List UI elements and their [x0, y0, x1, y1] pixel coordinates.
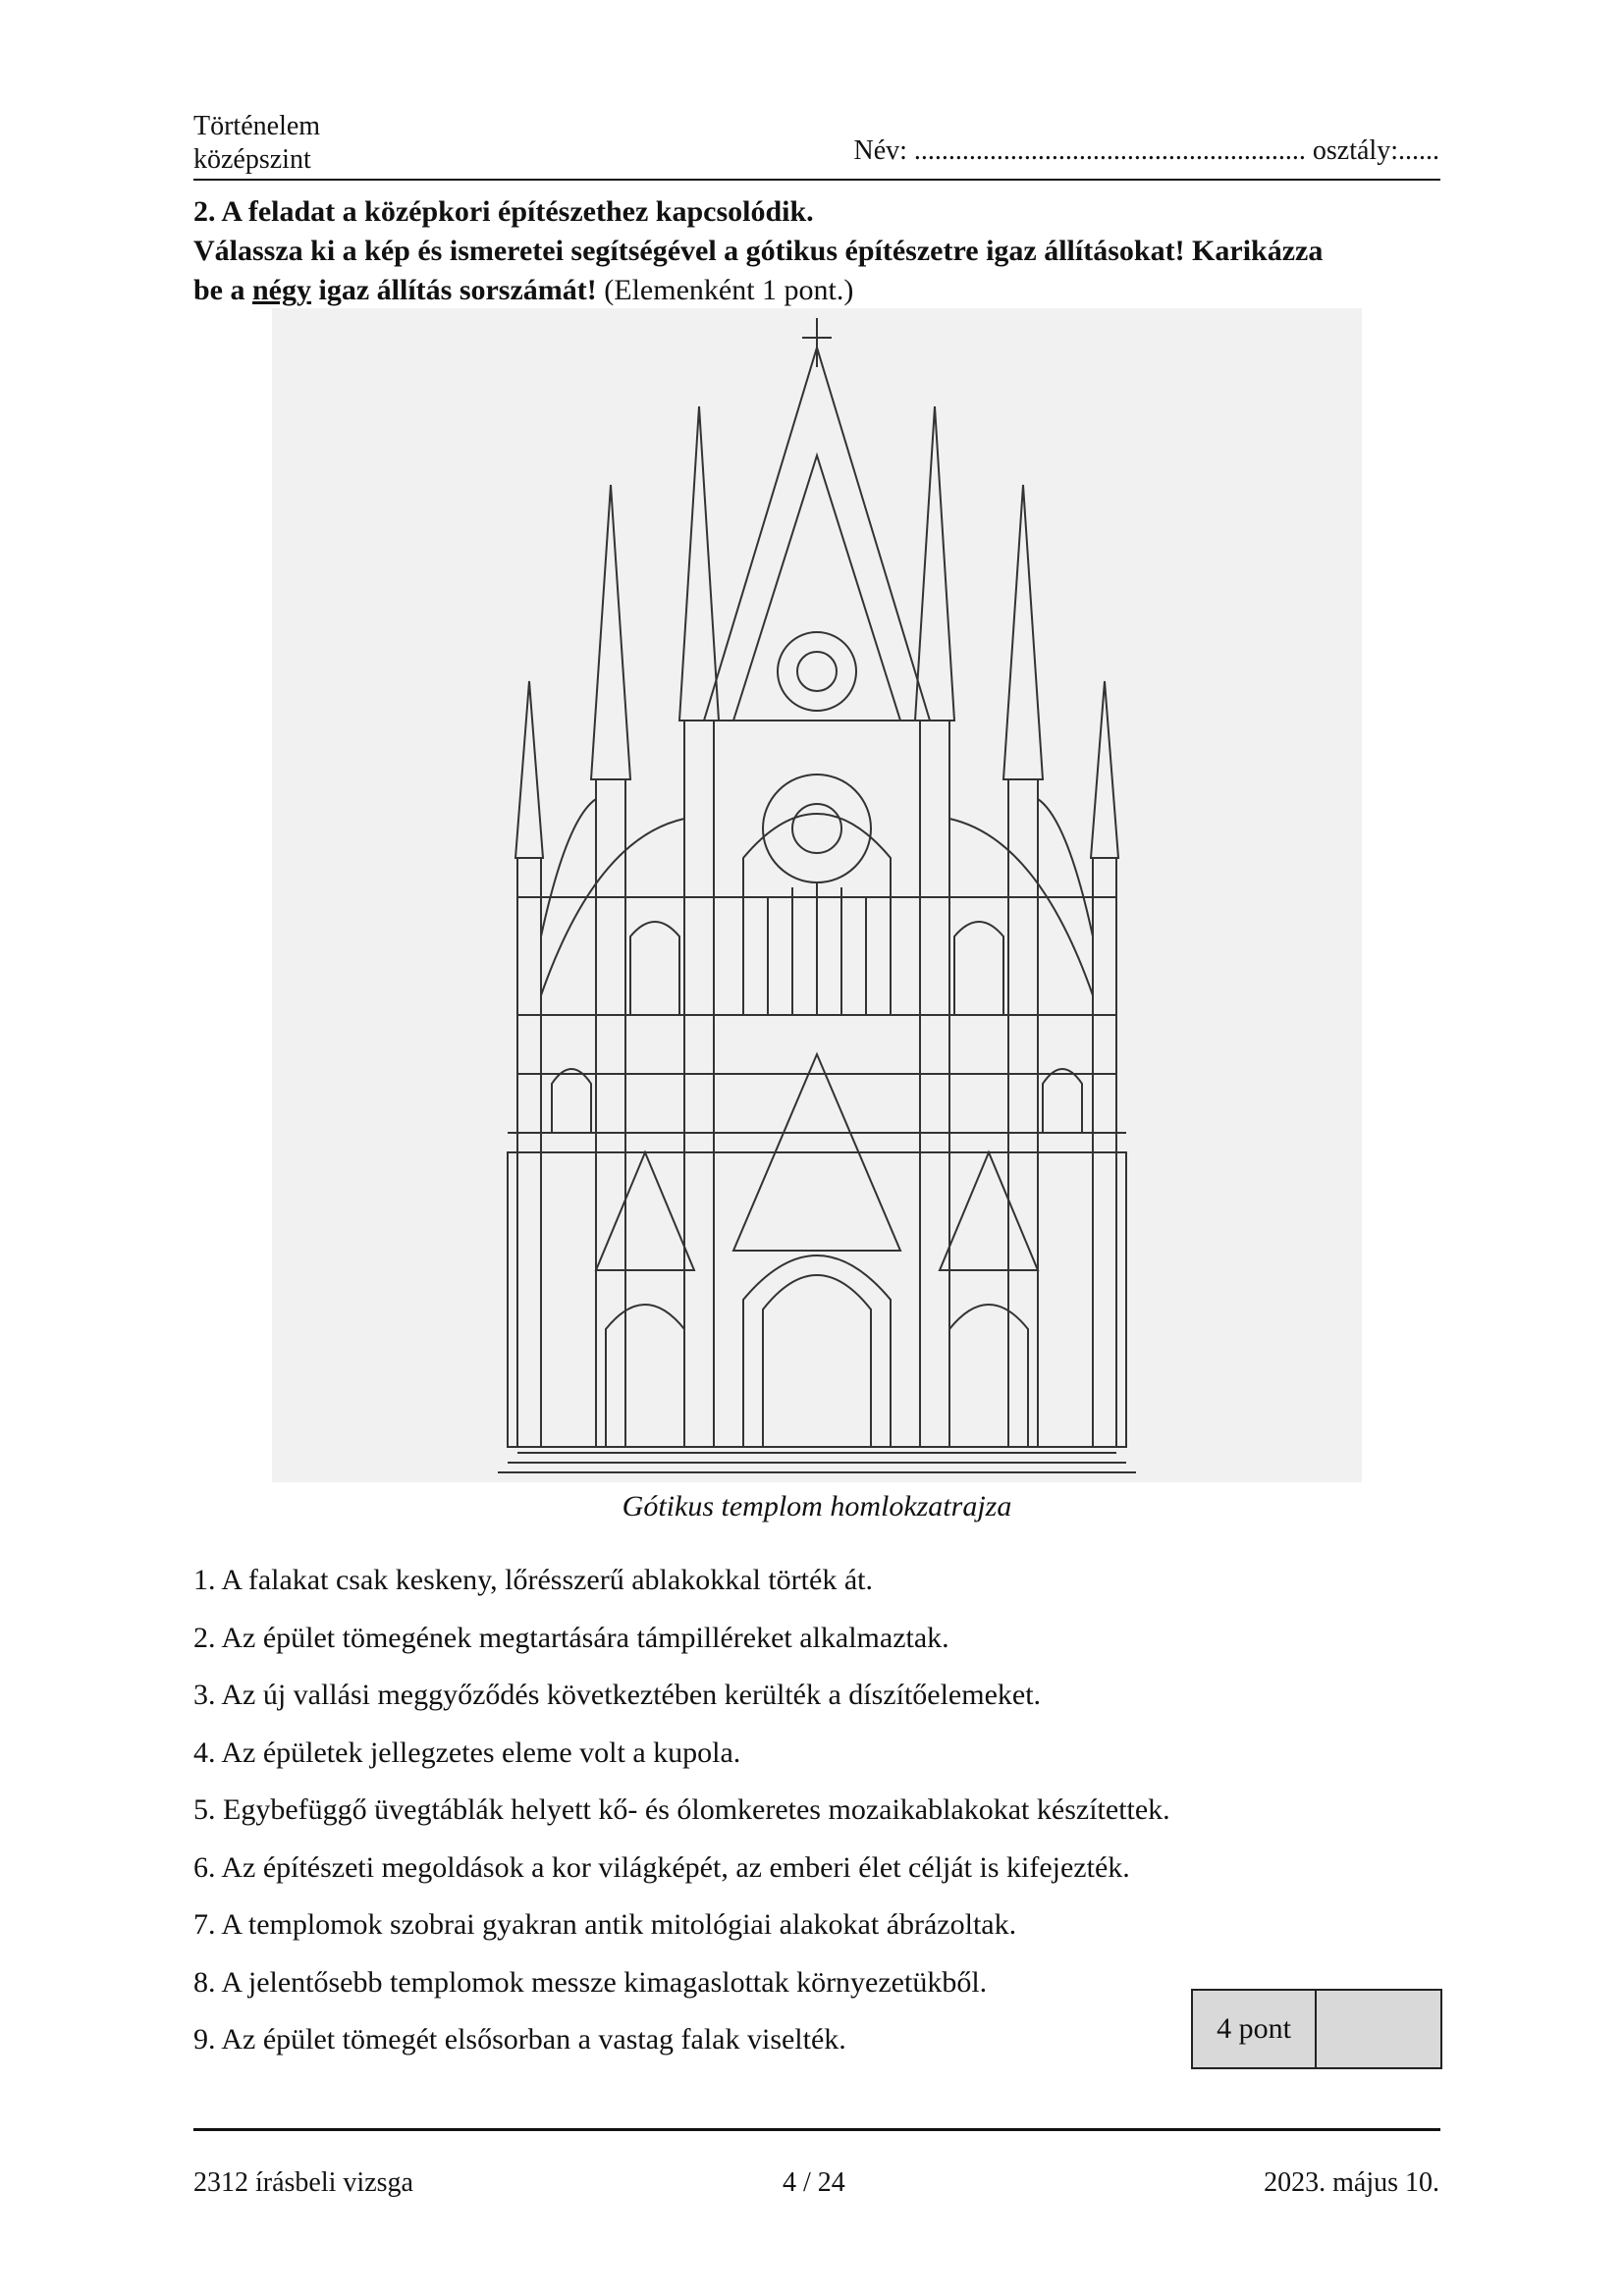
- statement-item[interactable]: 4. Az épületek jellegzetes eleme volt a kupola.: [193, 1735, 741, 1769]
- statement-item[interactable]: 2. Az épület tömegének megtartására támpilléreket alkalmaztak.: [193, 1621, 949, 1654]
- header-divider: [193, 179, 1440, 181]
- footer-divider: [193, 2128, 1440, 2131]
- footer-date: 2023. május 10.: [1264, 2167, 1439, 2198]
- score-box: [1191, 1989, 1442, 2069]
- cathedral-facade-image: [272, 308, 1362, 1482]
- footer-page-number: 4 / 24: [783, 2167, 845, 2198]
- score-max-label: 4 pont: [1193, 1991, 1317, 2067]
- statement-item[interactable]: 6. Az építészeti megoldások a kor világképét, az emberi élet célját is kifejezték.: [193, 1850, 1130, 1884]
- statement-item[interactable]: 7. A templomok szobrai gyakran antik mitológiai alakokat ábrázoltak.: [193, 1908, 1017, 1941]
- footer-exam-code: 2312 írásbeli vizsga: [193, 2167, 413, 2198]
- score-entry-cell[interactable]: [1317, 1991, 1440, 2067]
- statement-item[interactable]: 5. Egybefüggő üvegtáblák helyett kő- és ólomkeretes mozaikablakokat készítettek.: [193, 1793, 1170, 1826]
- name-class-field[interactable]: Név: ......................................................... osztály:......: [853, 135, 1439, 166]
- statement-item[interactable]: 9. Az épület tömegét elsősorban a vastag falak viselték.: [193, 2023, 846, 2056]
- statement-item[interactable]: 3. Az új vallási meggyőződés következtében kerülték a díszítőelemeket.: [193, 1679, 1042, 1711]
- task-title: 2. A feladat a középkori építészethez kapcsolódik.: [193, 195, 814, 228]
- subject-title: Történelem: [193, 111, 321, 141]
- header-subject: [193, 110, 320, 177]
- statement-item[interactable]: 8. A jelentősebb templomok messze kimagaslottak környezetükből.: [193, 1965, 988, 1999]
- statement-list: [193, 1563, 1323, 2080]
- subject-level: középszint: [193, 144, 311, 175]
- task-prompt-continued: be a négy igaz állítás sorszámát! (Elemenként 1 pont.): [193, 274, 854, 306]
- task-instructions: [193, 192, 1440, 310]
- cathedral-drawing: [272, 308, 1362, 1482]
- figure-caption: Gótikus templom homlokzatrajza: [622, 1490, 1012, 1522]
- task-prompt: Válassza ki a kép és ismeretei segítségével a gótikus építészetre igaz állításokat! Karikázza: [193, 235, 1324, 267]
- emphasis-four: négy: [252, 274, 311, 306]
- statement-item[interactable]: 1. A falakat csak keskeny, lőrésszerű ablakokkal törték át.: [193, 1564, 873, 1596]
